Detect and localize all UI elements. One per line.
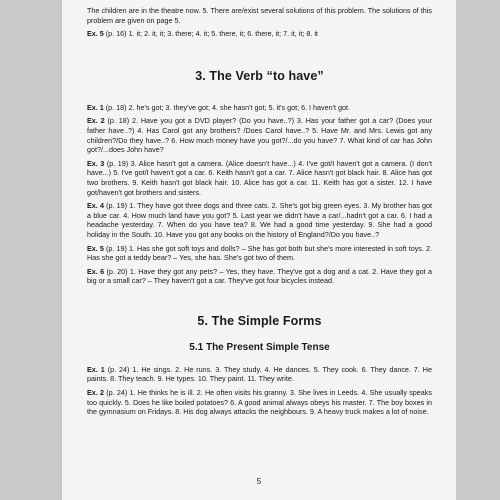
exercise-label: Ex. 2 — [87, 388, 105, 398]
exercise-text: (p. 24) 1. He sings. 2. He runs. 3. They study. 4. He dances. 5. They cook. 6. They dance. 7. He paints. 8. They teach. 9. He types. 10. They paint. 11. They write. — [87, 364, 432, 384]
exercise-paragraph — [87, 201, 432, 239]
section-title-verb-to-have: 3. The Verb “to have” — [195, 68, 324, 83]
exercise-text: (p. 19) 3. Alice hasn't got a camera. (Alice doesn't have...) 4. I've got/I haven't got a camera. (I don't have...) 5. I've got/I haven't got a car. 6. Keith hasn't got a car. 7. Alice hasn't got black hair. 8. Alice has got two brothers. 9. Keith hasn't got black hair. 10. Alice has got a car. 11. Keith has got a sister. 12. I have got/haven't got brothers and sisters. — [87, 158, 432, 197]
exercise-label: Ex. 4 — [87, 201, 104, 211]
exercise-paragraph — [87, 244, 432, 263]
intro-paragraph — [87, 6, 432, 25]
book-page — [62, 0, 456, 500]
exercise-paragraph — [87, 365, 432, 384]
intro-ex5 — [87, 29, 432, 39]
exercise-text: (p. 20) 1. Have they got any pets? – Yes, they have. They've got a dog and a cat. 2. Have they got a big or a small car? – They haven't got a car. They've got four bicycles instead. — [87, 266, 432, 286]
exercise-label: Ex. 2 — [87, 116, 105, 126]
exercise-label: Ex. 1 — [87, 364, 105, 374]
section-title-simple-forms: 5. The Simple Forms — [197, 313, 322, 328]
subsection-title-present-simple: 5.1 The Present Simple Tense — [189, 341, 330, 353]
exercise-text: (p. 18) 2. Have you got a DVD player? (Do you have..?) 3. Has your father got a car? (Does your father have..?) 4. Has Carol got any brothers? /Does Carol have..? 5. Have Mr. and Mrs. Lewis got any children?/Do they have..? 6. How much money have you got?/...do you have? 7. What kind of car has John got?/...does John have? — [87, 116, 432, 155]
exercise-label: Ex. 1 — [87, 102, 104, 112]
exercise-paragraph — [87, 388, 432, 417]
exercise-text: (p. 19) 1. They have got three dogs and three cats. 2. She's got big green eyes. 3. My brother has got a blue car. 4. How much land have you got? 5. Last year we didn't have a car/...hadn't got a car. 6. I had a headache yesterday. 7. When do you have tea? 8. We had a good time yesterday. 9. She had a good holiday in the South. 10. Have you got any books on the history of England?/Do you have..? — [87, 201, 432, 239]
section3-exercises — [87, 103, 432, 286]
exercise-text: (p. 19) 1. Has she got soft toys and dolls? – She has got both but she's more interested in soft toys. 2. Has she got a teddy bear? – Yes, she has. She's got two of them. — [87, 243, 432, 263]
exercise-text: (p. 18) 2. he's got; 3. they've got; 4. she hasn't got; 5. it's got; 6. I haven't got. — [103, 102, 350, 112]
exercise-label: Ex. 6 — [87, 266, 105, 276]
exercise-paragraph — [87, 116, 432, 154]
section5-exercises — [87, 365, 432, 417]
intro-text: The children are in the theatre now. 5. There are/exist several solutions of this problem. The solutions of this problem are given on page 5. — [87, 6, 432, 25]
exercise-paragraph — [87, 267, 432, 286]
exercise-text: (p. 16) 1. it; 2. it, it; 3. there; 4. it; 5. there, it; 6. there, it; 7. it, it; 8. it — [103, 29, 318, 39]
exercise-label: Ex. 5 — [87, 29, 104, 39]
exercise-label: Ex. 3 — [87, 158, 105, 168]
exercise-label: Ex. 5 — [87, 243, 104, 253]
exercise-paragraph — [87, 103, 432, 113]
page-number: 5 — [256, 477, 262, 486]
exercise-paragraph — [87, 159, 432, 197]
exercise-text: (p. 24) 1. He thinks he is ill. 2. He often visits his granny. 3. She lives in Leeds. 4. She usually speaks too quickly. 5. Does he like boiled potatoes? 6. A good animal always obeys his master. 7. The boy boxes in the gymnasium on Fridays. 8. His dog always attacks the neighbours. 9. A heavy truck makes a lot of noise. — [87, 388, 432, 417]
